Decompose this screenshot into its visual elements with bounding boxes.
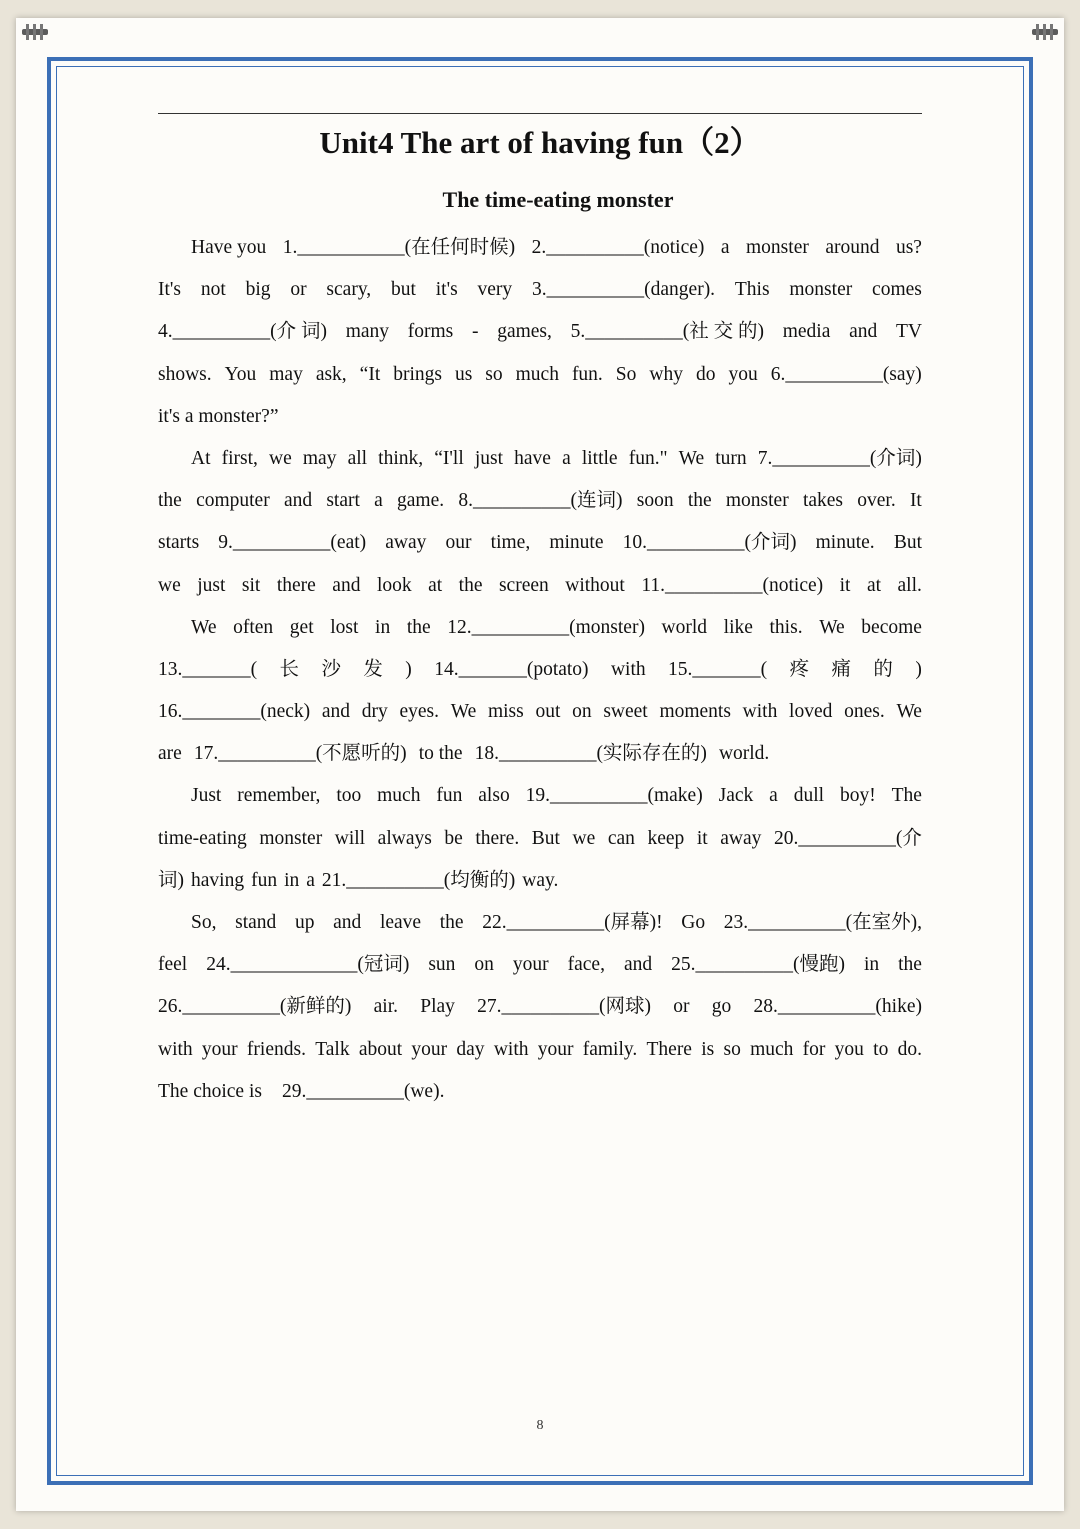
word: you — [728, 363, 758, 385]
word: time-eating — [158, 827, 247, 849]
passage-title: The time-eating monster — [442, 187, 674, 212]
word: 长 — [279, 658, 300, 680]
blank-item: 27.__________(网球) — [477, 996, 652, 1018]
word: this. — [769, 616, 803, 638]
blank-item: 23.__________(在室外), — [723, 912, 922, 933]
word: may — [269, 363, 303, 385]
word: Go — [681, 912, 706, 933]
passage-line — [158, 522, 922, 564]
word: The — [891, 785, 922, 807]
word: so — [723, 1038, 741, 1060]
word: - — [471, 321, 479, 343]
word: remember, — [237, 785, 321, 807]
word: But — [893, 532, 922, 554]
blank-item: 11.__________(notice) — [641, 574, 824, 596]
word: in — [863, 954, 880, 976]
word: “It — [359, 363, 381, 385]
word: the — [158, 490, 182, 512]
word: do. — [897, 1038, 922, 1060]
word: dull — [793, 785, 825, 807]
blank-item: 25.__________(慢跑) — [671, 954, 845, 976]
blank-item: 21.__________(均衡的) — [321, 869, 516, 891]
passage-line — [158, 607, 922, 649]
word: us — [454, 363, 473, 385]
word: fun. — [571, 363, 603, 385]
word: Talk — [315, 1038, 350, 1060]
word: you — [834, 1038, 864, 1060]
word: and — [849, 321, 878, 343]
word: boy! — [839, 785, 876, 807]
word: with — [742, 701, 778, 723]
word: or — [290, 279, 307, 301]
word: monster — [789, 279, 853, 301]
word: ) — [405, 658, 412, 680]
word: We — [191, 616, 217, 638]
blank-item: 29.__________(we). — [281, 1080, 445, 1102]
word: takes — [802, 490, 844, 512]
word: will — [334, 827, 366, 849]
word: We — [819, 616, 845, 638]
passage-line — [158, 480, 922, 522]
word: scary, — [326, 279, 372, 301]
word: dry — [361, 701, 388, 723]
word: We — [678, 447, 705, 469]
passage-line — [158, 565, 922, 607]
word: always — [377, 827, 432, 849]
word: the — [898, 954, 922, 976]
word: day — [456, 1038, 485, 1060]
word: monster — [725, 490, 789, 512]
word: very — [477, 279, 513, 301]
word: “I'll — [434, 447, 464, 469]
word: for — [802, 1038, 826, 1060]
binder-clip-right — [1032, 24, 1058, 40]
word: just — [474, 447, 504, 469]
passage-line — [158, 269, 922, 311]
word: 的 — [873, 658, 893, 680]
blank-item: 4.__________(介 词) — [158, 321, 327, 343]
word: why — [649, 363, 683, 385]
word: about — [358, 1038, 403, 1060]
passage-line — [158, 944, 922, 986]
word: loved — [789, 701, 833, 723]
word: the — [406, 616, 431, 638]
blank-item: 1.___________(在任何时候) — [282, 237, 516, 258]
passage-line — [158, 733, 922, 775]
word: ones. — [844, 701, 885, 723]
word: with — [158, 1038, 193, 1060]
word: often — [233, 616, 274, 638]
word: many — [345, 321, 390, 343]
word: miss — [487, 701, 524, 723]
word: your — [411, 1038, 448, 1060]
word: 沙 — [321, 658, 341, 680]
word: your — [512, 954, 549, 976]
passage-line — [158, 438, 922, 480]
word: 痛 — [831, 658, 852, 680]
word: all — [347, 447, 368, 469]
word: on — [474, 954, 494, 976]
word: air. — [373, 996, 398, 1018]
word: The choice is — [158, 1080, 262, 1102]
word: and — [332, 574, 361, 596]
word: and — [321, 701, 351, 723]
word: sweet — [603, 701, 648, 723]
word: too — [336, 785, 362, 807]
passage-line — [158, 775, 922, 817]
blank-item: 13._______( — [158, 658, 258, 680]
word: to — [873, 1038, 889, 1060]
word: without — [565, 574, 625, 596]
blank-item: 10.__________(介词) — [622, 532, 797, 554]
word: TV — [895, 321, 922, 343]
word: starts — [158, 532, 200, 554]
word: forms — [407, 321, 454, 343]
word: 词) — [158, 869, 184, 891]
blank-item: 15._______( — [668, 658, 768, 680]
word: go — [711, 996, 732, 1018]
blank-item: 20.__________(介 — [773, 827, 922, 849]
word: first, — [221, 447, 258, 469]
word: away — [385, 532, 427, 554]
word: in — [375, 616, 391, 638]
word: a — [306, 869, 315, 891]
header-rule — [158, 113, 922, 114]
blank-item: 14._______(potato) — [434, 658, 589, 680]
word: You — [224, 363, 257, 385]
passage-line — [158, 354, 922, 396]
word: It's — [158, 279, 182, 301]
word: We — [896, 701, 922, 723]
word: just — [197, 574, 226, 596]
word: minute — [549, 532, 604, 554]
word: get — [289, 616, 314, 638]
passage-line — [158, 311, 922, 353]
word: fun." — [628, 447, 668, 469]
word: Play — [420, 996, 455, 1018]
word: moments — [659, 701, 731, 723]
word: we — [572, 827, 596, 849]
word: we — [158, 574, 181, 596]
word: and — [333, 912, 362, 933]
word: away — [720, 827, 762, 849]
word: can — [607, 827, 635, 849]
binder-clip-left — [22, 24, 48, 40]
word: eyes. — [399, 701, 440, 723]
word: with — [493, 1038, 529, 1060]
word: the — [687, 490, 712, 512]
word: It — [909, 490, 922, 512]
blank-item: 2.__________(notice) — [531, 237, 705, 258]
passage-line — [158, 902, 922, 944]
word: game. — [397, 490, 445, 512]
word: over. — [857, 490, 896, 512]
passage-line — [158, 860, 922, 902]
word: At — [191, 447, 211, 469]
word: there — [276, 574, 316, 596]
word: friends. — [246, 1038, 306, 1060]
word: at — [428, 574, 443, 596]
word: media — [782, 321, 831, 343]
word: turn — [715, 447, 747, 469]
word: So — [615, 363, 637, 385]
word: like — [723, 616, 753, 638]
word: our — [445, 532, 472, 554]
word: screen — [498, 574, 549, 596]
passage-line — [158, 396, 922, 438]
blank-item: 9.__________(eat) — [218, 532, 367, 554]
blank-item: 8.__________(连词) — [458, 490, 623, 512]
word: leave — [379, 912, 422, 933]
word: all. — [897, 574, 922, 596]
word: and — [283, 490, 313, 512]
page-number: 8 — [536, 1418, 544, 1433]
word: it's a monster?” — [158, 405, 279, 427]
passage-body — [158, 227, 922, 1113]
word: is — [701, 1038, 715, 1060]
word: become — [861, 616, 922, 638]
word: sun — [428, 954, 456, 976]
word: 疼 — [789, 658, 810, 680]
passage-line — [158, 986, 922, 1028]
word: do — [695, 363, 716, 385]
word: ask, — [315, 363, 347, 385]
word: time, — [490, 532, 531, 554]
blank-item: 5.__________(社 交 的) — [570, 321, 764, 343]
blank-item: 12.__________(monster) — [447, 616, 645, 638]
word: a — [769, 785, 778, 807]
word: we — [269, 447, 292, 469]
word: little — [581, 447, 618, 469]
word: with — [610, 658, 646, 680]
word: But — [531, 827, 560, 849]
word: not — [200, 279, 226, 301]
blank-item: 22.__________(屏幕)! — [482, 912, 663, 933]
word: computer — [196, 490, 270, 512]
word: games, — [497, 321, 552, 343]
word: also — [478, 785, 510, 807]
word: having — [191, 869, 245, 891]
word: a — [720, 237, 730, 258]
word: This — [734, 279, 770, 301]
worksheet-title: Unit4 The art of having fun（2） — [319, 125, 761, 160]
word: on — [572, 701, 592, 723]
word: 发 — [363, 658, 383, 680]
word: ) — [915, 658, 922, 680]
blank-item: 16.________(neck) — [158, 701, 311, 723]
word: fun — [251, 869, 278, 891]
word: there. — [475, 827, 520, 849]
word: it's — [435, 279, 458, 301]
passage-line — [158, 818, 922, 860]
word: feel — [158, 954, 188, 976]
word: fun — [436, 785, 463, 807]
word: big — [245, 279, 271, 301]
word: start — [326, 490, 360, 512]
blank-item: 28.__________(hike) — [753, 996, 922, 1018]
blank-item: 26.__________(新鲜的) — [158, 996, 352, 1018]
word: stand — [235, 912, 277, 933]
word: monster — [746, 237, 809, 258]
word: world — [661, 616, 708, 638]
word: around — [825, 237, 880, 258]
word: but — [391, 279, 416, 301]
passage-line — [158, 227, 922, 269]
word: the — [439, 912, 464, 933]
word: sit — [241, 574, 261, 596]
word: it — [839, 574, 851, 596]
word: think, — [378, 447, 424, 469]
word: much — [377, 785, 421, 807]
word: comes — [872, 279, 922, 301]
word: your — [201, 1038, 238, 1060]
word: us? — [895, 237, 922, 258]
word: the — [458, 574, 483, 596]
passage-line — [158, 691, 922, 733]
word: so — [485, 363, 503, 385]
word: to the — [418, 743, 463, 765]
blank-item: 24._____________(冠词) — [206, 954, 410, 976]
blank-item: 6.__________(say) — [770, 363, 922, 385]
word: So, — [191, 912, 217, 933]
word: Jack — [718, 785, 754, 807]
word: much — [515, 363, 559, 385]
blank-item: 7.__________(介词) — [757, 447, 922, 469]
word: have — [514, 447, 551, 469]
word: out — [535, 701, 561, 723]
passage-line — [158, 649, 922, 691]
word: brings — [393, 363, 442, 385]
word: your — [537, 1038, 574, 1060]
blank-item: 17.__________(不愿听的) — [193, 743, 407, 765]
word: soon — [636, 490, 674, 512]
word: up — [294, 912, 315, 933]
word: face, — [567, 954, 605, 976]
passage-line — [158, 1071, 922, 1113]
word: minute. — [815, 532, 875, 554]
word: are — [158, 743, 182, 765]
word: may — [302, 447, 337, 469]
word: keep — [647, 827, 685, 849]
word: shows. — [158, 363, 212, 385]
word: world. — [718, 743, 770, 765]
word: and — [623, 954, 653, 976]
word: There — [646, 1038, 692, 1060]
word: Just — [191, 785, 222, 807]
passage-line — [158, 1029, 922, 1071]
word: much — [750, 1038, 794, 1060]
word: be — [444, 827, 463, 849]
word: a — [374, 490, 383, 512]
word: in — [284, 869, 300, 891]
word: We — [450, 701, 477, 723]
blank-item: 19.__________(make) — [525, 785, 703, 807]
word: way. — [522, 869, 559, 891]
word: lost — [330, 616, 359, 638]
word: monster — [259, 827, 323, 849]
word: a — [562, 447, 571, 469]
blank-item: 3.__________(danger). — [532, 279, 716, 301]
word: family. — [582, 1038, 638, 1060]
blank-item: 18.__________(实际存在的) — [474, 743, 707, 765]
word: it — [696, 827, 708, 849]
word: look — [376, 574, 412, 596]
word: Have you — [191, 237, 267, 258]
word: or — [673, 996, 690, 1018]
word: at — [866, 574, 882, 596]
